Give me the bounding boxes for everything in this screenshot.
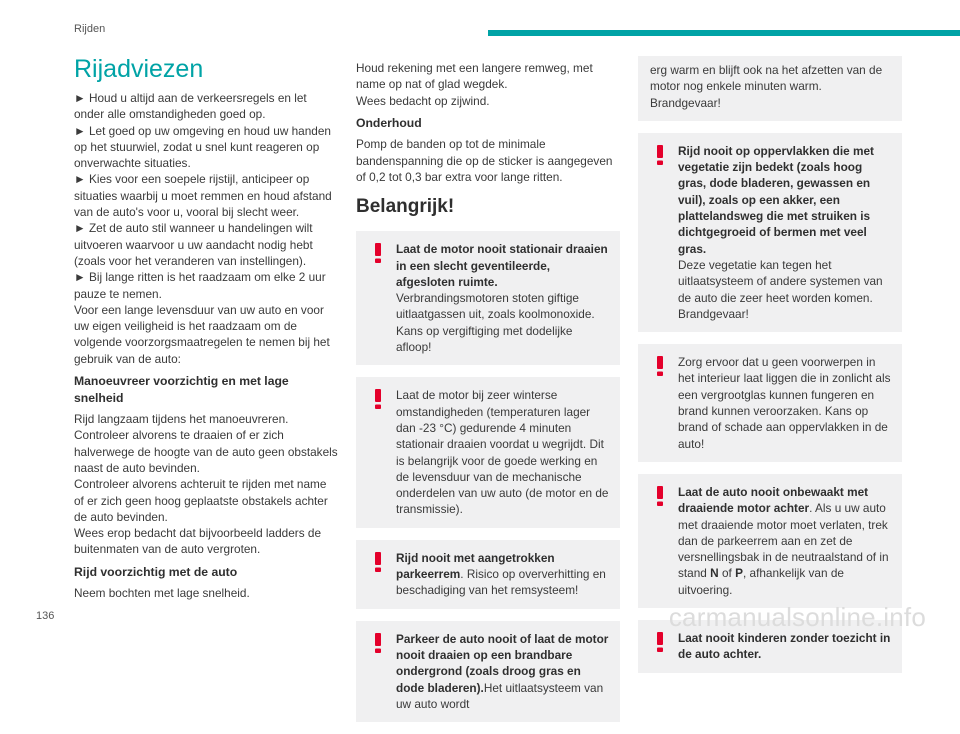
warning-text: of [718, 566, 736, 581]
paragraph-line: Controleer alvorens achteruit te rijden met name of er zich geen hoog geplaatste obstakels achter de auto bevinden. [74, 477, 328, 524]
paragraph-line: Controleer alvorens te draaien of er zich halverwege de hoogte van de auto geen obstakels naast de auto bevinden. [74, 428, 338, 475]
section-header: Rijden [74, 23, 106, 35]
paragraph-line: Rijd langzaam tijdens het manoeuvreren. [74, 412, 289, 427]
manoeuvreer-text [74, 411, 338, 558]
warning-text: erg warm en blijft ook na het afzetten van de motor nog enkele minuten warm. Brandgevaar! [650, 63, 883, 110]
exclamation-icon [654, 632, 666, 652]
warning-text: Het uitlaatsysteem van uw auto wordt [396, 680, 604, 711]
exclamation-icon [654, 145, 666, 165]
paragraph-line: Neem bochten met lage snelheid. [74, 586, 250, 601]
warning-box [356, 540, 620, 609]
heading-manoeuvreer: Manoeuvreer voorzichtig en met lage snelheid [74, 374, 289, 405]
intro-line: ► Kies voor een soepele rijstijl, anticipeer op situaties waarbij u moet remmen en houd afstand van de auto's voor u, vooral bij slecht weer. [74, 172, 332, 220]
warning-text: , afhankelijk van de uitvoering. [678, 566, 844, 597]
header-accent-bar [488, 30, 960, 36]
intro-line: ► Bij lange ritten is het raadzaam om elke 2 uur pauze te nemen. [74, 270, 326, 301]
warning-text: Zorg ervoor dat u geen voorwerpen in het interieur laat liggen die in zonlicht als een vergrootglas kunnen fungeren en brand kunnen veroorzaken. Kans op brand of schade aan oppervlakken in de auto! [678, 355, 891, 451]
warning-text: Deze vegetatie kan tegen het uitlaatsysteem of andere systemen van de auto die zeer heet worden komen. Brandgevaar! [678, 257, 883, 321]
warning-bold: Parkeer de auto nooit of laat de motor nooit draaien op een brandbare ondergrond (zoals droog gras en dode bladeren). [396, 631, 609, 695]
paragraph-line: Wees erop bedacht dat bijvoorbeeld ladders de buitenmaten van de auto vergroten. [74, 526, 322, 557]
warning-box [356, 377, 620, 527]
warning-text: Verbrandingsmotoren stoten giftige uitlaatgassen uit, zoals koolmonoxide. Kans op vergiftiging met dodelijke afloop! [396, 291, 595, 355]
intro-line: ► Let goed op uw omgeving en houd uw handen op het stuurwiel, zodat u snel kunt reageren op onverwachte situaties. [74, 123, 331, 171]
column-1 [74, 50, 338, 602]
warning-box [638, 133, 902, 332]
intro [74, 90, 338, 367]
watermark: carmanualsonline.info [668, 602, 926, 632]
onderhoud-text: Pomp de banden op tot de minimale bandenspanning die op de sticker is aangegeven of 0,2 tot 0,3 bar extra voor lange ritten. [356, 137, 613, 184]
warning-bold: Rijd nooit op oppervlakken die met vegetatie zijn bedekt (zoals hoog gras, dode bladeren, gewassen en vuil), zoals op een akker, een plattelandsweg die met struiken is dichtgegroeid of bermen met veel gras. [678, 143, 874, 256]
warning-bold: Laat nooit kinderen zonder toezicht in de auto achter. [678, 631, 891, 662]
exclamation-icon [372, 389, 384, 409]
paragraph-line: Houd rekening met een langere remweg, met name op nat of glad wegdek. [356, 61, 593, 92]
warning-text: . Risico op oververhitting en beschadiging van het remsysteem! [396, 567, 606, 598]
page-number: 136 [36, 610, 55, 622]
heading-onderhoud: Onderhoud [356, 115, 422, 130]
gear-n: N [710, 566, 719, 581]
warning-text: Laat de motor bij zeer winterse omstandigheden (temperaturen lager dan -23 °C) gedurende 4 minuten stationair draaien voordat u wegrijdt. Dit is belangrijk voor de goede werking en de levensduur van de mechanische onderdelen van uw auto (de motor en de transmissie). [396, 388, 609, 517]
exclamation-icon [654, 486, 666, 506]
column-2 [356, 60, 620, 734]
warning-bold: Laat de motor nooit stationair draaien in een slecht geventileerde, afgesloten ruimte. [396, 242, 608, 289]
warning-box-continuation [638, 56, 902, 121]
warning-text: . Als u uw auto met draaiende motor moet verlaten, trek dan de parkeerrem aan en zet de versnellingsbak in de neutraalstand of in stand [678, 501, 889, 581]
warning-bold: Rijd nooit met aangetrokken parkeerrem [396, 550, 555, 582]
gear-p: P [735, 566, 743, 581]
warning-bold: Laat de auto nooit onbewaakt met draaiende motor achter [678, 484, 869, 516]
exclamation-icon [372, 243, 384, 263]
exclamation-icon [372, 552, 384, 572]
exclamation-icon [654, 356, 666, 376]
paragraph-line: Wees bedacht op zijwind. [356, 93, 490, 108]
intro-line: Voor een lange levensduur van uw auto en voor uw eigen veiligheid is het raadzaam om de volgende voorzorgsmaatregelen te nemen bij het gebruik van de auto: [74, 302, 330, 366]
heading-belangrijk: Belangrijk! [356, 196, 455, 218]
warning-box [638, 474, 902, 608]
column-3 [638, 56, 902, 685]
warning-box [356, 621, 620, 722]
warning-box [638, 344, 902, 462]
exclamation-icon [372, 633, 384, 653]
heading-rijd-voorzichtig: Rijd voorzichtig met de auto [74, 564, 238, 579]
warning-box [356, 231, 620, 365]
intro-line: ► Houd u altijd aan de verkeersregels en let onder alle omstandigheden goed op. [74, 91, 307, 122]
intro-line: ► Zet de auto stil wanneer u handelingen wilt uitvoeren waarvoor u uw aandacht nodig hebt (zoals voor het veranderen van instellingen). [74, 221, 313, 268]
page-title: Rijadviezen [74, 55, 204, 83]
